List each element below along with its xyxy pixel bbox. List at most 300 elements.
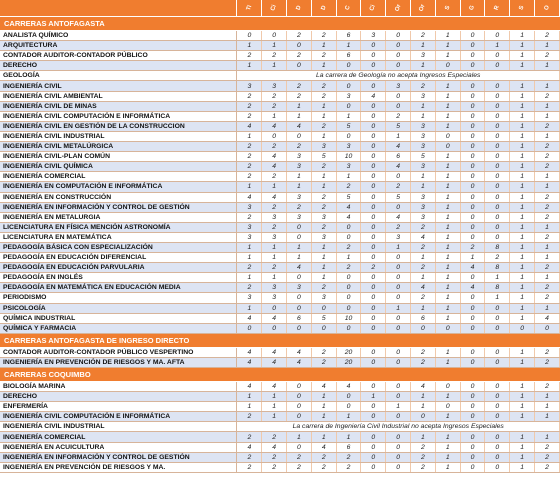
quota-cell: 2 <box>237 142 262 152</box>
quota-cell: 2 <box>287 31 312 41</box>
column-header <box>510 0 535 17</box>
quota-cell: 0 <box>336 273 361 283</box>
quota-cell: 0 <box>435 323 460 333</box>
quota-cell: 0 <box>361 442 386 452</box>
quota-cell: 1 <box>411 253 436 263</box>
quota-cell: 1 <box>510 131 535 141</box>
quota-cell: 1 <box>510 91 535 101</box>
quota-cell: 4 <box>262 382 287 392</box>
quota-cell: 0 <box>460 412 485 422</box>
quota-cell: 0 <box>485 91 510 101</box>
table-row <box>0 412 560 422</box>
quota-cell: 1 <box>435 432 460 442</box>
quota-cell: 2 <box>535 293 560 303</box>
quota-cell: 1 <box>510 152 535 162</box>
quota-cell: 1 <box>411 273 436 283</box>
quota-cell: 0 <box>485 202 510 212</box>
quota-cell: 1 <box>237 273 262 283</box>
quota-cell: 0 <box>361 41 386 51</box>
table-row <box>0 101 560 111</box>
career-name: PSICOLOGÍA <box>0 303 237 313</box>
quota-cell: 4 <box>336 212 361 222</box>
quota-cell: 0 <box>336 131 361 141</box>
quota-cell: 1 <box>411 402 436 412</box>
career-name: PEDAGOGÍA EN INGLÉS <box>0 273 237 283</box>
quota-cell: 0 <box>460 142 485 152</box>
quota-cell: 1 <box>287 111 312 121</box>
quota-cell: 1 <box>510 41 535 51</box>
quota-cell: 1 <box>510 61 535 71</box>
quota-cell: 1 <box>262 412 287 422</box>
quota-cell: 1 <box>485 273 510 283</box>
column-header-label: Ci <box>369 4 378 12</box>
quota-cell: 1 <box>262 41 287 51</box>
career-name: INGENIERÍA CIVIL DE MINAS <box>0 101 237 111</box>
quota-cell: 2 <box>311 192 336 202</box>
table-row <box>0 283 560 293</box>
quota-cell: 1 <box>237 303 262 313</box>
quota-cell: 0 <box>460 41 485 51</box>
quota-cell: 4 <box>411 283 436 293</box>
quota-cell: 1 <box>510 51 535 61</box>
table-row <box>0 121 560 131</box>
table-row <box>0 402 560 412</box>
quota-cell: 4 <box>237 442 262 452</box>
quota-cell: 0 <box>485 111 510 121</box>
quota-cell: 0 <box>485 142 510 152</box>
quota-cell: 0 <box>460 452 485 462</box>
quota-cell: 1 <box>237 242 262 252</box>
quota-cell: 3 <box>237 293 262 303</box>
quota-cell: 1 <box>386 303 411 313</box>
quota-cell: 0 <box>460 382 485 392</box>
quota-cell: 1 <box>535 253 560 263</box>
quota-cell: 0 <box>361 131 386 141</box>
quota-cell: 0 <box>336 61 361 71</box>
quota-cell: 2 <box>535 51 560 61</box>
table-row <box>0 452 560 462</box>
table-row <box>0 91 560 101</box>
quota-cell: 3 <box>386 232 411 242</box>
quota-cell: 0 <box>287 323 312 333</box>
quota-cell: 1 <box>510 232 535 242</box>
quota-cell: 0 <box>287 41 312 51</box>
quota-cell: 1 <box>535 402 560 412</box>
quota-cell: 0 <box>460 192 485 202</box>
career-name: ARQUITECTURA <box>0 41 237 51</box>
quota-cell: 0 <box>435 131 460 141</box>
career-name: INGENIERÍA EN CONSTRUCCIÓN <box>0 192 237 202</box>
quota-cell: 2 <box>237 152 262 162</box>
quota-cell: 2 <box>311 91 336 101</box>
quota-cell: 0 <box>435 61 460 71</box>
quota-cell: 2 <box>237 172 262 182</box>
career-name: CONTADOR AUDITOR-CONTADOR PÚBLICO <box>0 51 237 61</box>
quota-cell: 0 <box>386 313 411 323</box>
quota-cell: 1 <box>386 402 411 412</box>
quota-cell: 0 <box>460 131 485 141</box>
quota-cell: 0 <box>361 293 386 303</box>
quota-cell: 3 <box>411 91 436 101</box>
quota-cell: 1 <box>510 442 535 452</box>
quota-cell: 1 <box>435 232 460 242</box>
quota-cell: 3 <box>411 192 436 202</box>
quota-cell: 1 <box>510 162 535 172</box>
quota-cell: 0 <box>485 392 510 402</box>
quota-cell: 0 <box>361 253 386 263</box>
quota-cell: 1 <box>435 172 460 182</box>
quota-cell: 1 <box>510 142 535 152</box>
quota-cell: 1 <box>287 172 312 182</box>
quota-cell: 0 <box>361 357 386 367</box>
quota-cell: 3 <box>336 142 361 152</box>
quota-cell: 1 <box>237 182 262 192</box>
quota-cell: 0 <box>287 222 312 232</box>
career-name: INGENIERÍA CIVIL INDUSTRIAL <box>0 422 237 432</box>
quota-cell: 1 <box>287 101 312 111</box>
quota-cell: 1 <box>435 41 460 51</box>
quota-cell: 1 <box>510 382 535 392</box>
quota-cell: 1 <box>336 432 361 442</box>
quota-cell: 1 <box>262 61 287 71</box>
quota-cell: 1 <box>510 452 535 462</box>
quota-cell: 1 <box>336 111 361 121</box>
quota-cell: 3 <box>411 212 436 222</box>
quota-cell: 2 <box>411 357 436 367</box>
quota-cell: 1 <box>510 347 535 357</box>
quota-cell: 6 <box>411 313 436 323</box>
quota-cell: 2 <box>411 242 436 252</box>
quota-cell: 0 <box>287 293 312 303</box>
quota-cell: 8 <box>485 263 510 273</box>
quota-cell: 4 <box>411 382 436 392</box>
column-header-label: R <box>493 4 501 12</box>
quota-cell: 1 <box>485 293 510 303</box>
quota-cell: 1 <box>435 462 460 472</box>
quota-cell: 0 <box>485 452 510 462</box>
quota-cell: 0 <box>361 402 386 412</box>
quota-cell: 4 <box>386 162 411 172</box>
quota-cell: 0 <box>411 412 436 422</box>
quota-cell: 0 <box>361 202 386 212</box>
quota-cell: 1 <box>435 192 460 202</box>
quota-cell: 1 <box>510 172 535 182</box>
career-name: INGENIERÍA EN PREVENCIÓN DE RIESGOS Y MA. AFTA <box>0 357 237 367</box>
quota-cell: 0 <box>361 212 386 222</box>
column-header-row <box>0 0 560 17</box>
quota-cell: 4 <box>336 202 361 212</box>
career-name: INGENIERÍA CIVIL-PLAN COMÚN <box>0 152 237 162</box>
quota-cell: 0 <box>287 273 312 283</box>
table-row <box>0 131 560 141</box>
quota-cell: 0 <box>386 283 411 293</box>
quota-cell: 0 <box>361 323 386 333</box>
quota-cell: 0 <box>386 101 411 111</box>
table-row <box>0 462 560 472</box>
quota-cell: 4 <box>262 313 287 323</box>
quota-cell: 0 <box>361 182 386 192</box>
row-note: La carrera de Ingeniería Civil Industrial no acepta Ingresos Especiales <box>237 422 560 432</box>
quota-cell: 0 <box>386 412 411 422</box>
quota-cell: 5 <box>386 192 411 202</box>
career-name: INGENIERÍA COMERCIAL <box>0 172 237 182</box>
career-name: INGENIERÍA CIVIL EN GESTIÓN DE LA CONSTRUCCION <box>0 121 237 131</box>
quota-cell: 1 <box>510 303 535 313</box>
quota-cell: 0 <box>485 402 510 412</box>
quota-cell: 2 <box>262 263 287 273</box>
column-header-label: S <box>518 5 526 11</box>
quota-cell: 2 <box>287 51 312 61</box>
table-row <box>0 442 560 452</box>
quota-cell: 1 <box>510 392 535 402</box>
quota-cell: 0 <box>237 323 262 333</box>
quota-cell: 1 <box>435 263 460 273</box>
quota-cell: 4 <box>287 357 312 367</box>
quota-cell: 5 <box>386 121 411 131</box>
quota-cell: 3 <box>386 81 411 91</box>
quota-cell: 1 <box>287 242 312 252</box>
quota-cell: 1 <box>535 412 560 422</box>
quota-cell: 1 <box>435 412 460 422</box>
quota-cell: 0 <box>460 51 485 61</box>
quota-cell: 4 <box>262 357 287 367</box>
quota-cell: 0 <box>435 402 460 412</box>
section-title: CARRERAS ANTOFAGASTA DE INGRESO DIRECTO <box>0 333 560 347</box>
quota-cell: 0 <box>386 51 411 61</box>
quota-cell: 4 <box>237 192 262 202</box>
quota-cell: 2 <box>361 263 386 273</box>
quota-cell: 0 <box>287 382 312 392</box>
quota-cell: 0 <box>485 81 510 91</box>
column-header-label: Or <box>394 3 403 13</box>
quota-cell: 1 <box>287 253 312 263</box>
quota-cell: 1 <box>535 61 560 71</box>
quota-cell: 2 <box>336 452 361 462</box>
quota-cell: 0 <box>485 131 510 141</box>
quota-cell: 0 <box>336 81 361 91</box>
table-row <box>0 392 560 402</box>
quota-cell: 0 <box>460 152 485 162</box>
quota-cell: 0 <box>361 162 386 172</box>
quota-cell: 2 <box>411 452 436 462</box>
column-header-label: G <box>468 4 477 12</box>
quota-cell: 1 <box>435 242 460 252</box>
quota-cell: 1 <box>510 121 535 131</box>
quota-cell: 1 <box>311 242 336 252</box>
quota-cell: 0 <box>485 31 510 41</box>
quota-cell: 4 <box>237 382 262 392</box>
quota-cell: 0 <box>336 232 361 242</box>
quota-cell: 4 <box>262 121 287 131</box>
quota-cell: 5 <box>336 192 361 202</box>
table-row <box>0 202 560 212</box>
quota-cell: 1 <box>311 392 336 402</box>
quota-cell: 3 <box>262 212 287 222</box>
quota-cell: 10 <box>336 152 361 162</box>
quota-cell: 0 <box>460 91 485 101</box>
quota-cell: 1 <box>435 212 460 222</box>
quota-cell: 0 <box>361 347 386 357</box>
quota-cell: 0 <box>361 172 386 182</box>
career-name: BIOLOGÍA MARINA <box>0 382 237 392</box>
quota-cell: 0 <box>485 152 510 162</box>
quota-cell: 3 <box>262 293 287 303</box>
quota-cell: 2 <box>311 31 336 41</box>
quota-cell: 0 <box>361 111 386 121</box>
quota-cell: 2 <box>535 91 560 101</box>
quota-cell: 1 <box>287 182 312 192</box>
quota-cell: 2 <box>535 382 560 392</box>
quota-cell: 1 <box>411 392 436 402</box>
quota-cell: 0 <box>287 392 312 402</box>
quota-cell: 0 <box>361 452 386 462</box>
table-row <box>0 303 560 313</box>
table-row <box>0 51 560 61</box>
quota-cell: 1 <box>435 452 460 462</box>
quota-cell: 1 <box>311 263 336 273</box>
quota-cell: 1 <box>361 392 386 402</box>
quota-cell: 1 <box>311 402 336 412</box>
quota-cell: 0 <box>535 323 560 333</box>
quota-cell: 1 <box>435 222 460 232</box>
quota-cell: 1 <box>435 152 460 162</box>
table-row <box>0 81 560 91</box>
quota-cell: 1 <box>411 182 436 192</box>
quota-cell: 0 <box>336 303 361 313</box>
quota-cell: 2 <box>237 91 262 101</box>
quota-cell: 2 <box>535 121 560 131</box>
quota-cell: 2 <box>311 121 336 131</box>
table-row <box>0 182 560 192</box>
quota-cell: 4 <box>311 382 336 392</box>
section-header-row <box>0 368 560 382</box>
quota-cell: 4 <box>262 152 287 162</box>
table-row <box>0 263 560 273</box>
quota-cell: 2 <box>287 81 312 91</box>
quota-cell: 2 <box>535 31 560 41</box>
quota-cell: 0 <box>460 81 485 91</box>
quota-cell: 4 <box>237 313 262 323</box>
quota-cell: 1 <box>262 111 287 121</box>
quota-cell: 0 <box>460 313 485 323</box>
quota-cell: 1 <box>510 242 535 252</box>
career-name: LICENCIATURA EN MATEMÁTICA <box>0 232 237 242</box>
quota-cell: 3 <box>262 81 287 91</box>
career-name: PEDAGOGÍA EN MATEMÁTICA EN EDUCACIÓN MEDIA <box>0 283 237 293</box>
quota-cell: 1 <box>510 192 535 202</box>
quota-cell: 1 <box>485 41 510 51</box>
quota-cell: 1 <box>535 273 560 283</box>
quota-cell: 0 <box>287 131 312 141</box>
quota-cell: 1 <box>535 303 560 313</box>
quota-cell: 0 <box>460 61 485 71</box>
quota-cell: 1 <box>262 242 287 252</box>
quota-cell: 2 <box>237 283 262 293</box>
quota-cell: 3 <box>237 81 262 91</box>
quota-cell: 0 <box>287 402 312 412</box>
quota-cell: 1 <box>510 253 535 263</box>
quota-cell: 2 <box>386 222 411 232</box>
quota-cell: 2 <box>411 347 436 357</box>
quota-cell: 1 <box>435 273 460 283</box>
quota-cell: 0 <box>386 61 411 71</box>
quota-cell: 3 <box>287 152 312 162</box>
quota-cell: 8 <box>485 283 510 293</box>
quota-cell: 1 <box>237 253 262 263</box>
quota-cell: 0 <box>485 347 510 357</box>
career-name: INGENIERÍA CIVIL INDUSTRIAL <box>0 131 237 141</box>
column-header <box>287 0 312 17</box>
quota-cell: 3 <box>237 232 262 242</box>
quota-cell: 0 <box>386 323 411 333</box>
quota-cell: 0 <box>262 31 287 41</box>
quota-cell: 6 <box>386 152 411 162</box>
quota-cell: 0 <box>361 303 386 313</box>
quota-cell: 5 <box>336 121 361 131</box>
quota-cell: 1 <box>510 283 535 293</box>
quota-cell: 4 <box>411 232 436 242</box>
quota-cell: 1 <box>510 81 535 91</box>
quota-cell: 2 <box>411 293 436 303</box>
quota-cell: 0 <box>262 303 287 313</box>
table-row <box>0 212 560 222</box>
quota-cell: 1 <box>262 182 287 192</box>
table-row <box>0 71 560 81</box>
quota-cell: 0 <box>287 232 312 242</box>
quota-cell: 2 <box>287 142 312 152</box>
quota-cell: 0 <box>287 442 312 452</box>
quota-cell: 1 <box>435 283 460 293</box>
quota-cell: 0 <box>336 222 361 232</box>
quota-cell: 2 <box>411 81 436 91</box>
quota-cell: 2 <box>262 51 287 61</box>
quota-cell: 0 <box>386 442 411 452</box>
quota-cell: 3 <box>237 222 262 232</box>
table-row <box>0 313 560 323</box>
quota-cell: 3 <box>411 162 436 172</box>
quota-cell: 3 <box>311 212 336 222</box>
table-row <box>0 142 560 152</box>
quota-cell: 0 <box>262 323 287 333</box>
quota-cell: 2 <box>237 462 262 472</box>
quota-cell: 1 <box>311 61 336 71</box>
quota-cell: 1 <box>311 111 336 121</box>
quota-cell: 1 <box>435 303 460 313</box>
quota-cell: 2 <box>411 31 436 41</box>
column-header-label: D <box>320 4 328 12</box>
quota-cell: 1 <box>535 242 560 252</box>
quota-cell: 0 <box>361 222 386 232</box>
quota-cell: 0 <box>485 432 510 442</box>
quota-cell: 2 <box>535 232 560 242</box>
quota-cell: 4 <box>287 263 312 273</box>
quota-cell: 0 <box>485 462 510 472</box>
quota-cell: 2 <box>535 202 560 212</box>
quota-cell: 1 <box>510 432 535 442</box>
column-header <box>411 0 436 17</box>
quota-cell: 1 <box>237 402 262 412</box>
quota-cell: 3 <box>336 162 361 172</box>
quota-cell: 1 <box>535 432 560 442</box>
quota-cell: 0 <box>460 232 485 242</box>
quota-cell: 2 <box>262 101 287 111</box>
quota-cell: 0 <box>386 91 411 101</box>
quota-cell: 0 <box>485 442 510 452</box>
quota-cell: 0 <box>460 392 485 402</box>
column-header-label: Ti <box>245 4 254 12</box>
column-header-label: S <box>444 5 452 11</box>
career-name: INGENIERÍA EN INFORMACIÓN Y CONTROL DE GESTIÓN <box>0 202 237 212</box>
